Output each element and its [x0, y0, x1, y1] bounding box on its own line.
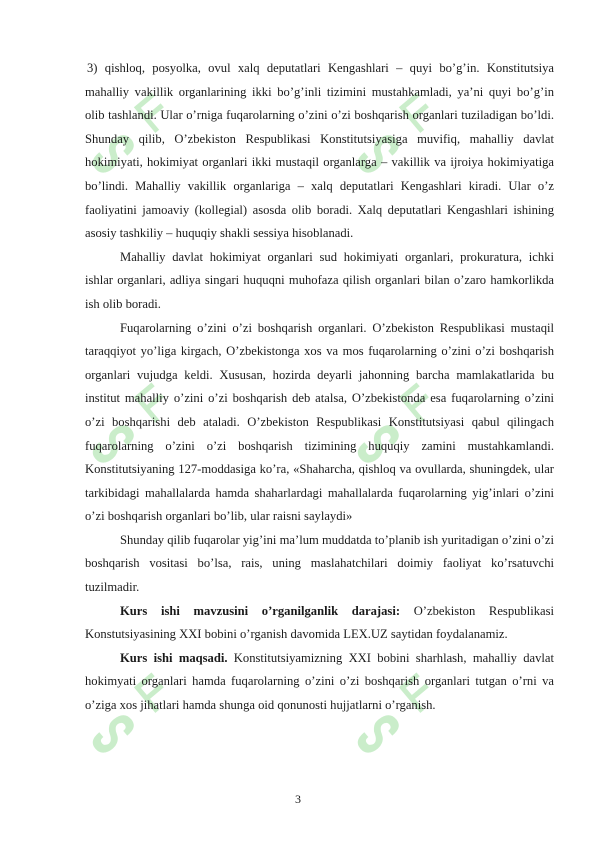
watermark-logo: ᔕ ᖴ — [74, 664, 183, 767]
paragraph-text: Konstitutsiyamizning XXI bobini sharhlash, mahalliy davlat hokimyati organlari hamda fuqarolarning o’zini o’zi boshqarish organlari tutgan o’rni va o’ziga xos jihatlari hamda shunga oid qonunosti hujjatlarni o’rganish. — [85, 650, 554, 713]
watermark-logo: ᔕ ᖴ — [74, 84, 183, 187]
paragraph — [85, 57, 554, 246]
paragraph-heading: Kurs ishi mavzusini o’rganilganlik darajasi: — [120, 603, 401, 618]
watermark-logo: ᔕ ᖴ — [339, 84, 448, 187]
paragraph — [85, 529, 554, 600]
paragraph-text: Fuqarolarning o’zini o’zi boshqarish organlari. O’zbekiston Respublikasi mustaqil taraqqiyot yo’liga kirgach, O’zbekistonga xos va mos fuqarolarning o’zini o’zi boshqarish organlari vujudga keldi. Xususan, hozirda deyarli jahonning barcha mamlakatlarida bu institut mahalliy o’zini o’zi boshqarish deb atalsa, O’zbekistonda esa fuqarolarning o’zini o’zi boshqarishi deb ataladi. O’zbekiston Respublikasi Konstitutsiyasi qabul qilingach fuqarolarning o’zini o’zi boshqarish tizimining huquqiy zamini mustahkamlandi. Konstitutsiyaning 127-moddasiga ko’ra, «Shaharcha, qishloq va ovullarda, shuningdek, ular tarkibidagi mahallalarda hamda shaharlardagi mahallalarda fuqarolarning yig’inlari o’zini o’zi boshqarish organlari bo’lib, ular raisni saylaydi» — [85, 320, 554, 524]
paragraph-text: O’zbekiston Respublikasi Konstutsiyasining XXI bobini o’rganish davomida LEX.UZ saytidan foydalanamiz. — [85, 603, 555, 642]
paragraph-text: Shunday qilib fuqarolar yig’ini ma’lum muddatda to’planib ish yuritadigan o’zini o’zi boshqarish vositasi bo’lsa, rais, uning maslahatchilari doimiy faoliyat ko’rsatuvchi tuzilmadir. — [85, 532, 554, 595]
paragraph-text: Mahalliy davlat hokimiyat organlari sud hokimiyati organlari, prokuratura, ichki ishlar organlari, adliya singari huquqni muhofaza qilish organlari bilan o’zaro hamkorlikda ish olib boradi. — [85, 249, 554, 311]
paragraph — [85, 647, 554, 718]
paragraph-text: 3) qishloq, posyolka, ovul xalq deputatlari Kengashlari – quyi bo’g’in. Konstitutsiya mahalliy vakillik organlarining ikki bo’g’inli tizimini mustahkamladi, ya’ni quyi bo’g’in olib tashlandi. Ular o’rniga fuqarolarning o’zini o’zi boshqarish organlari tuziladigan bo’ldi. Shunday qilib, O’zbekiston Respublikasi Konstitutsiyasiga muvifiq, mahalliy davlat hokimiyati, hokimiyat organlari ikki mustaqil organlarga – vakillik va ijroiya hokimiyatiga bo’lindi. Mahalliy vakillik organlariga – xalq deputatlari Kengashlari kiradi. Ular o’z faoliyatini jamoaviy (kollegial) asosda olib boradi. Xalq deputatlari Kengashlari ishining asosiy tashkiliy – huquqiy shakli sessiya hisoblanadi. — [85, 61, 554, 241]
paragraph — [85, 600, 554, 647]
paragraph-heading: Kurs ishi maqsadi. — [120, 650, 228, 665]
body-text — [85, 57, 554, 718]
paragraph — [85, 246, 554, 317]
page-number: 3 — [295, 792, 301, 806]
paragraph — [85, 317, 554, 529]
watermark-logo: ᔕ ᖴ — [339, 664, 448, 767]
watermark-logo: ᔕ ᖴ — [339, 374, 448, 477]
watermark-logo: ᔕ ᖴ — [74, 374, 183, 477]
